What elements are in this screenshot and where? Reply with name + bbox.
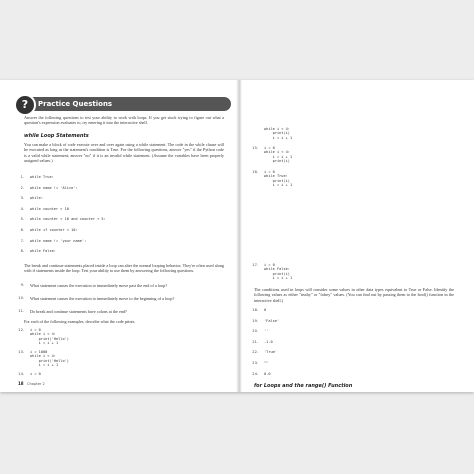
list-item: [250, 127, 450, 141]
list-item: [16, 228, 226, 239]
list-item: [250, 361, 450, 372]
question-code: 0: [264, 308, 267, 312]
question-code: while counter > 10 and counter < 5:: [30, 217, 106, 222]
question-code: 'False': [264, 318, 280, 323]
page-number: 18: [18, 381, 24, 386]
question-number: 19.: [252, 318, 258, 323]
question-code: '': [264, 329, 269, 334]
list-item: [16, 309, 226, 317]
list-item: [250, 308, 450, 319]
list-item: [250, 319, 450, 330]
list-item: [250, 329, 450, 340]
list-item: [250, 170, 450, 190]
list-item: [16, 217, 226, 228]
question-number: 18.: [252, 308, 258, 312]
question-code: while True:: [30, 175, 54, 179]
question-number: 16.: [252, 170, 258, 174]
question-number: 17.: [252, 263, 258, 267]
question-number: 15.: [252, 146, 258, 150]
question-number: 4.: [20, 206, 24, 211]
left-page: [14, 80, 232, 392]
list-item: [16, 186, 226, 197]
question-number: 7.: [20, 238, 24, 243]
question-number: 10.: [18, 296, 24, 300]
list-item: [16, 372, 226, 378]
truthy-falsey-paragraph: The conditions used in loops will consider some values in other data types equivalent to True or False. Identify the following values as either "truthy" or "falsey" values. (You can find out by passing them to the bool() function in the interactive shell.): [254, 287, 454, 303]
question-code: while counter > 10: [30, 206, 69, 211]
question-code: while i < 4: print(i) i = i + 1: [264, 127, 293, 140]
question-number: 23.: [252, 360, 258, 365]
question-number: 13.: [18, 350, 24, 354]
question-number: 3.: [20, 196, 24, 201]
list-item: [16, 296, 226, 308]
question-code: i = 0 while i < 4: print('Hello') i = i + 1: [30, 328, 69, 346]
section-title-for: for Loops and the range() Function: [254, 383, 353, 389]
question-text: What statement causes the execution to immediately move to the beginning of a loop?: [30, 296, 175, 301]
chapter-label: Chapter 2: [27, 382, 45, 386]
list-item: [250, 340, 450, 351]
question-text: What statement causes the execution to immediately move past the end of a loop?: [30, 283, 168, 288]
question-code: while if counter < 10:: [30, 227, 78, 232]
question-code: 0.0: [264, 371, 271, 376]
practice-questions-header: [16, 97, 231, 111]
left-folio: [18, 381, 45, 386]
question-number: 9.: [20, 283, 24, 287]
list-item: [16, 207, 226, 218]
question-number: 22.: [252, 350, 258, 355]
truthy-values-list: [250, 308, 450, 382]
list-item: [250, 372, 450, 383]
question-code: while False:: [30, 249, 56, 254]
list-item: [16, 350, 226, 370]
question-number: 2.: [20, 185, 24, 190]
question-number: 6.: [20, 227, 24, 232]
section-text-while: You can make a block of code execute over and over again using a while statement. The code in the while clause will be executed as long as the statement's condition is True. For the following questions, answer "yes" if the Python code is a valid while statement; answer "no" if it is an invalid while statement. (Assume the variables have been properly assigned values.): [24, 142, 224, 164]
list-item: [16, 249, 226, 260]
list-item: [16, 196, 226, 207]
list-item: [16, 283, 226, 295]
question-code: i = 0 while i < 4: i = i + 1 print(i): [264, 146, 293, 164]
header-title: Practice Questions: [38, 100, 113, 108]
while-questions-list: [16, 175, 226, 260]
list-item: [16, 175, 226, 186]
book-gutter: [236, 80, 242, 392]
question-number: 21.: [252, 339, 258, 344]
section-title-while: while Loop Statements: [24, 133, 89, 139]
question-code: i = 0: [30, 372, 41, 376]
list-item: [16, 239, 226, 250]
list-item: [250, 350, 450, 361]
list-item: [250, 146, 450, 166]
question-code: i = 1000 while i < 4: print('Hello') i = i + 1: [30, 350, 69, 368]
question-number: 14.: [18, 372, 24, 376]
list-item: [250, 263, 450, 283]
question-code: "": [264, 360, 269, 365]
question-number: 12.: [18, 328, 24, 332]
question-number: 1.: [20, 175, 24, 179]
question-number: 24.: [252, 371, 258, 376]
question-code: while name != 'your name':: [30, 238, 87, 243]
right-page: [248, 80, 464, 392]
question-code: while name != 'Alice':: [30, 185, 78, 190]
question-code: while:: [30, 196, 43, 201]
question-code: i = 0 while True: print(i) i = i + 1: [264, 170, 293, 188]
question-number: 20.: [252, 329, 258, 334]
question-number: 8.: [20, 249, 24, 254]
list-item: [16, 328, 226, 348]
question-mark-icon: ?: [14, 94, 36, 116]
question-text: Do break and continue statements have colons at the end?: [30, 309, 127, 314]
examples-intro: For each of the following examples, describe what the code prints.: [24, 319, 136, 324]
question-code: -1.0: [264, 339, 273, 344]
question-number: 5.: [20, 217, 24, 222]
question-code: 'True': [264, 350, 277, 355]
question-code: i = 0 while False: print(i) i = i + 1: [264, 263, 293, 281]
break-continue-paragraph: The break and continue statements placed inside a loop can alter the normal looping behavior. They're often used along with if statements inside the loop. Test your ability to use them by answering the following questions.: [24, 263, 224, 274]
question-number: 11.: [18, 309, 24, 313]
intro-paragraph: Answer the following questions to test your ability to work with loops. If you get stuck trying to figure out what a question's expression evaluates to, try entering it into the interactive shell.: [24, 115, 224, 126]
